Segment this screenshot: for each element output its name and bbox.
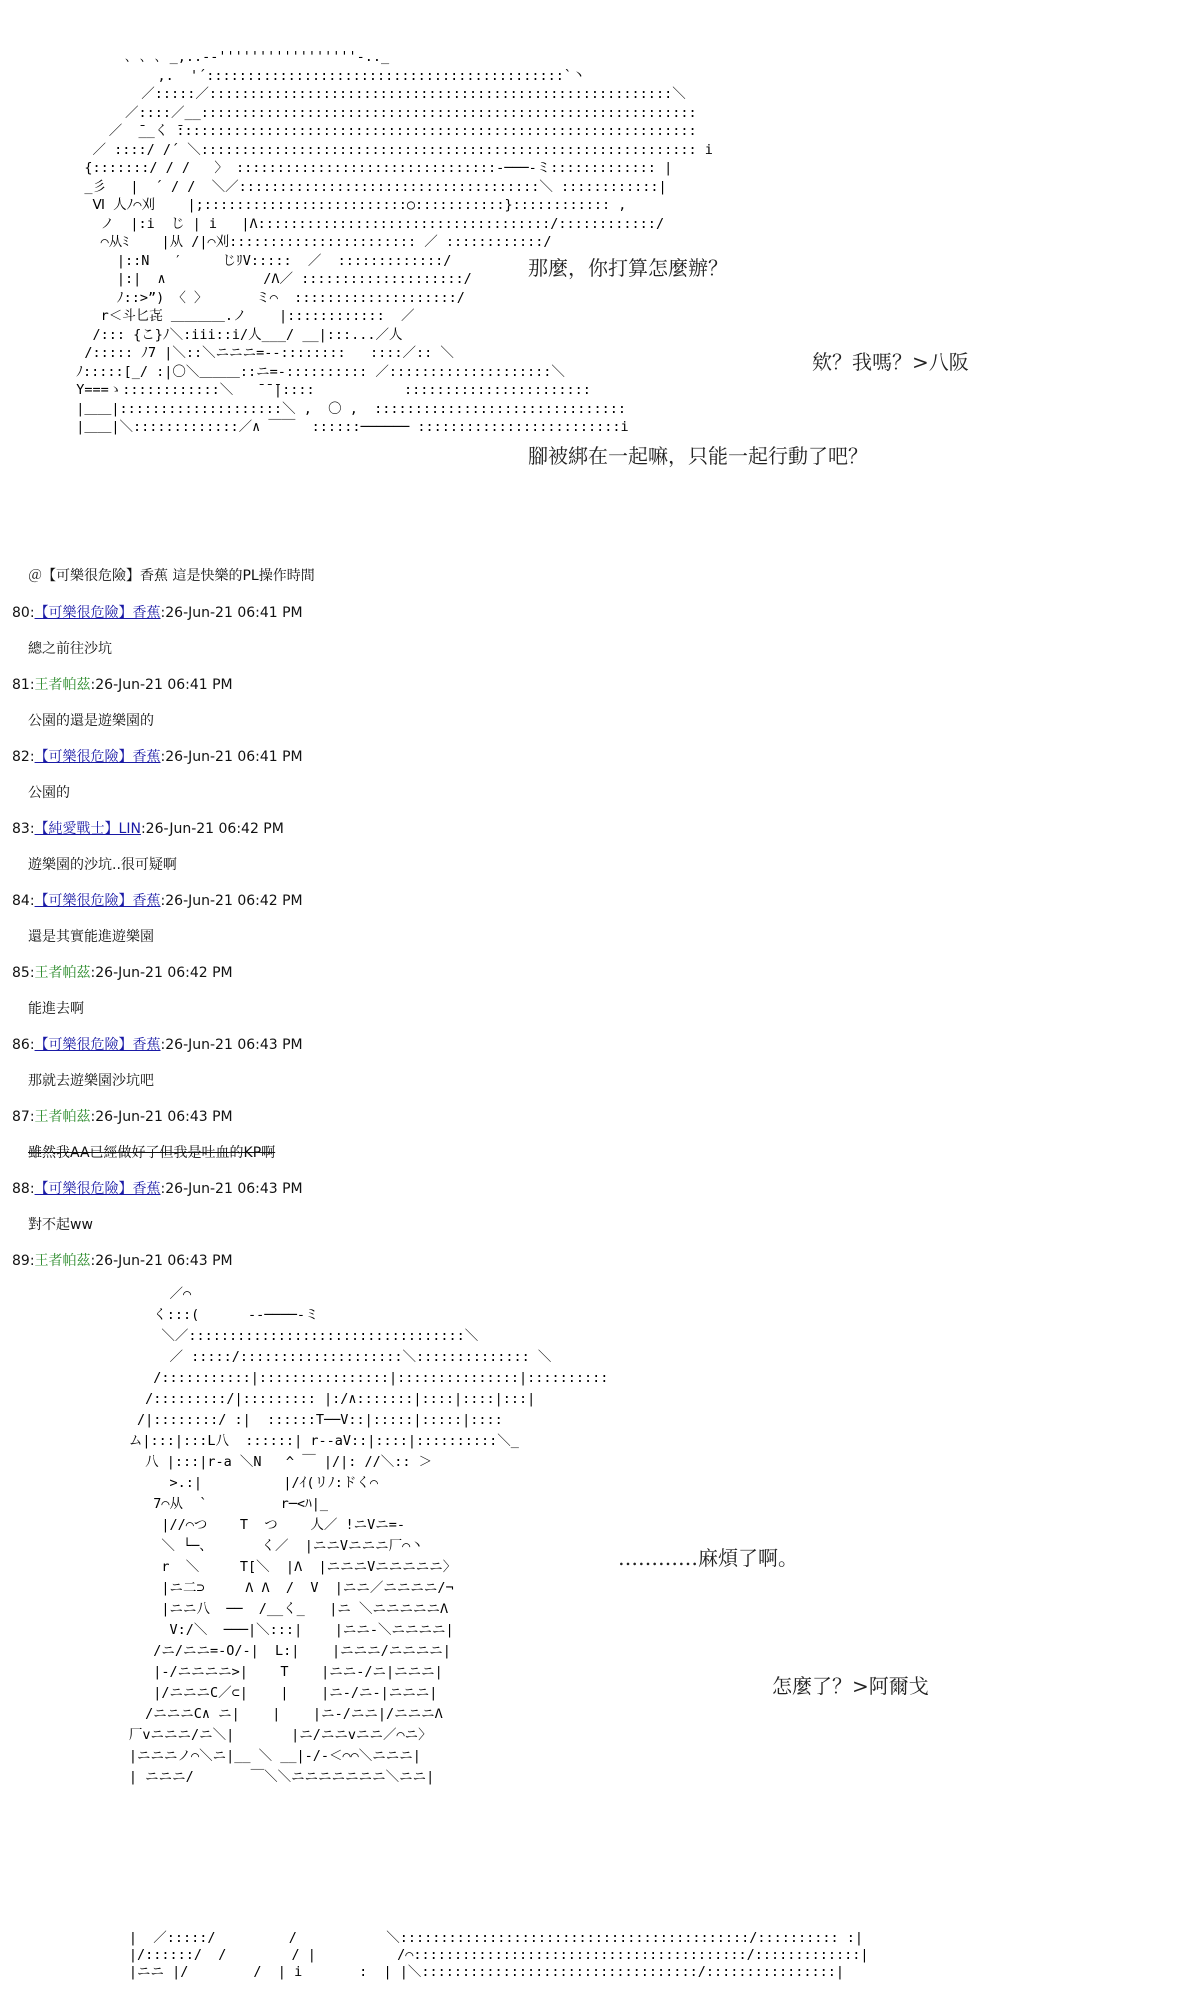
poster-name-link[interactable]: 【可樂很危險】香蕉 <box>34 1037 161 1053</box>
post-number: 82 <box>12 749 30 765</box>
intro-line: ＠【可樂很危險】香蕉 這是快樂的PL操作時間 <box>28 568 315 584</box>
dialogue-line-5: 怎麼了？>阿爾戈 <box>772 1674 929 1698</box>
post-time: :26-Jun-21 06:43 PM <box>160 1037 303 1053</box>
post-number: 87 <box>12 1109 30 1125</box>
post-text: 遊樂園的沙坑..很可疑啊 <box>28 857 177 873</box>
post-header: 83:【純愛戰士】LIN:26-Jun-21 06:42 PM <box>12 821 284 837</box>
poster-name: 王者帕茲 <box>34 677 91 693</box>
post-number: 81 <box>12 677 30 693</box>
poster-name-link[interactable]: 【可樂很危險】香蕉 <box>34 749 161 765</box>
post-number: 80 <box>12 605 30 621</box>
post-header: 82:【可樂很危險】香蕉:26-Jun-21 06:41 PM <box>12 749 303 765</box>
post-number: 86 <box>12 1037 30 1053</box>
post-text: 對不起ww <box>28 1217 93 1233</box>
post-header: 86:【可樂很危險】香蕉:26-Jun-21 06:43 PM <box>12 1037 303 1053</box>
post-time: :26-Jun-21 06:43 PM <box>90 1109 233 1125</box>
post-text: 能進去啊 <box>28 1001 84 1017</box>
post-time: :26-Jun-21 06:42 PM <box>160 893 303 909</box>
post-header: 85:王者帕茲:26-Jun-21 06:42 PM <box>12 965 233 981</box>
post-header: 88:【可樂很危險】香蕉:26-Jun-21 06:43 PM <box>12 1181 303 1197</box>
post-text: 還是其實能進遊樂園 <box>28 929 154 945</box>
post-header: 84:【可樂很危險】香蕉:26-Jun-21 06:42 PM <box>12 893 303 909</box>
dialogue-line-1: 那麼，你打算怎麼辦？ <box>528 256 728 280</box>
post-time: :26-Jun-21 06:41 PM <box>160 605 303 621</box>
post-header: 81:王者帕茲:26-Jun-21 06:41 PM <box>12 677 233 693</box>
post-number: 84 <box>12 893 30 909</box>
post-header: 87:王者帕茲:26-Jun-21 06:43 PM <box>12 1109 233 1125</box>
dialogue-line-4: …………麻煩了啊。 <box>618 1546 798 1570</box>
post-time: :26-Jun-21 06:43 PM <box>160 1181 303 1197</box>
ascii-art-bottom-continued: | ／:::::/ / ＼:::::::::::::::::::::::::::::::::::::::::::/:::::::::: :| |/::::::/ / / | /⌒:::::::::::::::::::::::::::::::::::::::::/:::::::::::::| |ニニ |/ / | i : | |＼::::::::::::::::::::::::::::::::::/::::::::::::::::| <box>128 1930 869 1980</box>
post-header: 89:王者帕茲:26-Jun-21 06:43 PM <box>12 1253 233 1269</box>
poster-name-link[interactable]: 【可樂很危險】香蕉 <box>34 1181 161 1197</box>
post-text: 那就去遊樂園沙坑吧 <box>28 1073 154 1089</box>
dialogue-line-3: 腳被綁在一起嘛，只能一起行動了吧？ <box>528 444 868 468</box>
post-text: 公園的還是遊樂園的 <box>28 713 154 729</box>
post-number: 89 <box>12 1253 30 1269</box>
post-number: 85 <box>12 965 30 981</box>
post-text: 總之前往沙坑 <box>28 641 112 657</box>
post-time: :26-Jun-21 06:41 PM <box>160 749 303 765</box>
post-number: 88 <box>12 1181 30 1197</box>
dialogue-line-2: 欸？我嗎？>八阪 <box>812 350 969 374</box>
poster-name: 王者帕茲 <box>34 1253 91 1269</box>
poster-name-link[interactable]: 【可樂很危險】香蕉 <box>34 893 161 909</box>
post-header: 80:【可樂很危險】香蕉:26-Jun-21 06:41 PM <box>12 605 303 621</box>
post-time: :26-Jun-21 06:43 PM <box>90 1253 233 1269</box>
poster-name-link[interactable]: 【可樂很危險】香蕉 <box>34 605 161 621</box>
poster-name: 王者帕茲 <box>34 965 91 981</box>
post-text: 公園的 <box>28 785 70 801</box>
post-text-strikethrough: 雖然我AA已經做好了但我是吐血的KP啊 <box>28 1145 276 1161</box>
ascii-art-top: ､ ､ ､ _,..-‐'''''''''''''''''-.._ ,. '´::::::::::::::::::::::::::::::::::::::::::::`丶 ／:::::／:::::::::::::::::::::::::::::::::::::::::::::::::::::::::＼ ／::::／__::::::::::::::::::::::::::::::::::::::::::::::::::::::::::::: ／ ̄__く ̄:::::::::::::::::::::::::::::::::::::::::::::::::::::::::::::::: ／ ::::/ /´ ＼::::::::::::::::::::::::::::::::::::::::::::::::::::::::::::: i {:::::::/ / / 〉 ::::::::::::::::::::::::::::::::‐───‐ミ::::::::::::: | _彡 | ´ / / ＼／:::::::::::::::::::::::::::::::::::::＼ ::::::::::::| Ⅵ 人ﾉ⌒刈 |;:::::::::::::::::::::::::○:::::::::::}:::::::::::: , ノ |:i じ | i |Λ::::::::::::::::::::::::::::::::::::/::::::::::::/ ⌒从ﾐ |从 /|⌒刈::::::::::::::::::::::: ／ ::::::::::::/ |::N ′ じﾘV::::: ／ :::::::::::::/ |:| ∧ /Λ／ ::::::::::::::::::::/ ﾉ::>”) 〈 〉 ミ⌒ ::::::::::::::::::::/ r＜斗匕㐂 ＿＿＿＿.ノ |:::::::::::: ／ /::: {こ}ﾉ＼:iii::i/人___/ __|:::...／人 /::::: ﾉ7 |＼::＼ニニニ=-‐:::::::: ::::／:: ＼ ﾉ:::::[_/ :|〇＼＿＿＿::ニ=-:::::::::: ／::::::::::::::::::::＼ Y===ゝ::::::::::::＼ ̄ ̄ ̄|:::: ::::::::::::::::::::::: |＿＿|::::::::::::::::::::＼ , 〇 , ::::::::::::::::::::::::::::::: |＿＿|＼:::::::::::::／∧ ￣￣ ::::::────── :::::::::::::::::::::::::i <box>76 49 713 435</box>
ascii-art-bottom: ／⌒ く:::( ‐‐────‐ミ ＼／::::::::::::::::::::::::::::::::::＼ ／ :::::/::::::::::::::::::::＼:::::::::::::: ＼ /:::::::::::|::::::::::::::::|:::::::::::::::|:::::::::: /:::::::::/|::::::::: |:/∧:::::::|::::|::::|:::| /|::::::::/ :| ::::::T──V::|:::::|:::::|:::: ム|:::|:::L八 ::::::| r‐‐aV::|::::|::::::::::＼_ 八 |:::|r‐a ＼N ^ ￣ |/|: //＼:: ＞ >.:| |/ｲ(リﾉ:ドく⌒ 7⌒从 ` r─<ﾊ|_ |//⌒つ T つ 人／ !ニVニ=- ＼ └─、 く／ |ニニVニニニ厂⌒丶 r ＼ T[＼ |Λ |ニニニVニニニニニ〉 |ニ二⊃ Λ Λ / V |ニニ／ニニニニ/¬ |ニニ八 ── /__く_ |ニ ＼ニニニニニΛ V:/＼ ───|＼:::| |ニニ-＼ニニニニ| /ニ/ニニ=-O/-| L:| |ニニニ/ニニニニ| |-/ニニニニ>| T |ニニ-/ニ|ニニニ| |/ニニニC／⊂| | |ニ-/ニ-|ニニニ| /ニニニC∧ ニ| | |ニ-/ニニ|/ニニニΛ 厂vニニニ/ニ＼| |ニ/ニニvニニ／⌒ニ〉 |ニニニノ⌒＼ニ|__ ＼ __|-/-＜⌒⌒＼ニニニ| | ニニニ/ ￣＼＼ニニニニニニニ＼ニニ| <box>128 1286 609 1785</box>
post-time: :26-Jun-21 06:42 PM <box>140 821 284 837</box>
poster-name: 王者帕茲 <box>34 1109 91 1125</box>
poster-name-link[interactable]: 【純愛戰士】LIN <box>34 821 141 837</box>
post-time: :26-Jun-21 06:41 PM <box>90 677 233 693</box>
post-number: 83 <box>12 821 30 837</box>
post-time: :26-Jun-21 06:42 PM <box>90 965 233 981</box>
